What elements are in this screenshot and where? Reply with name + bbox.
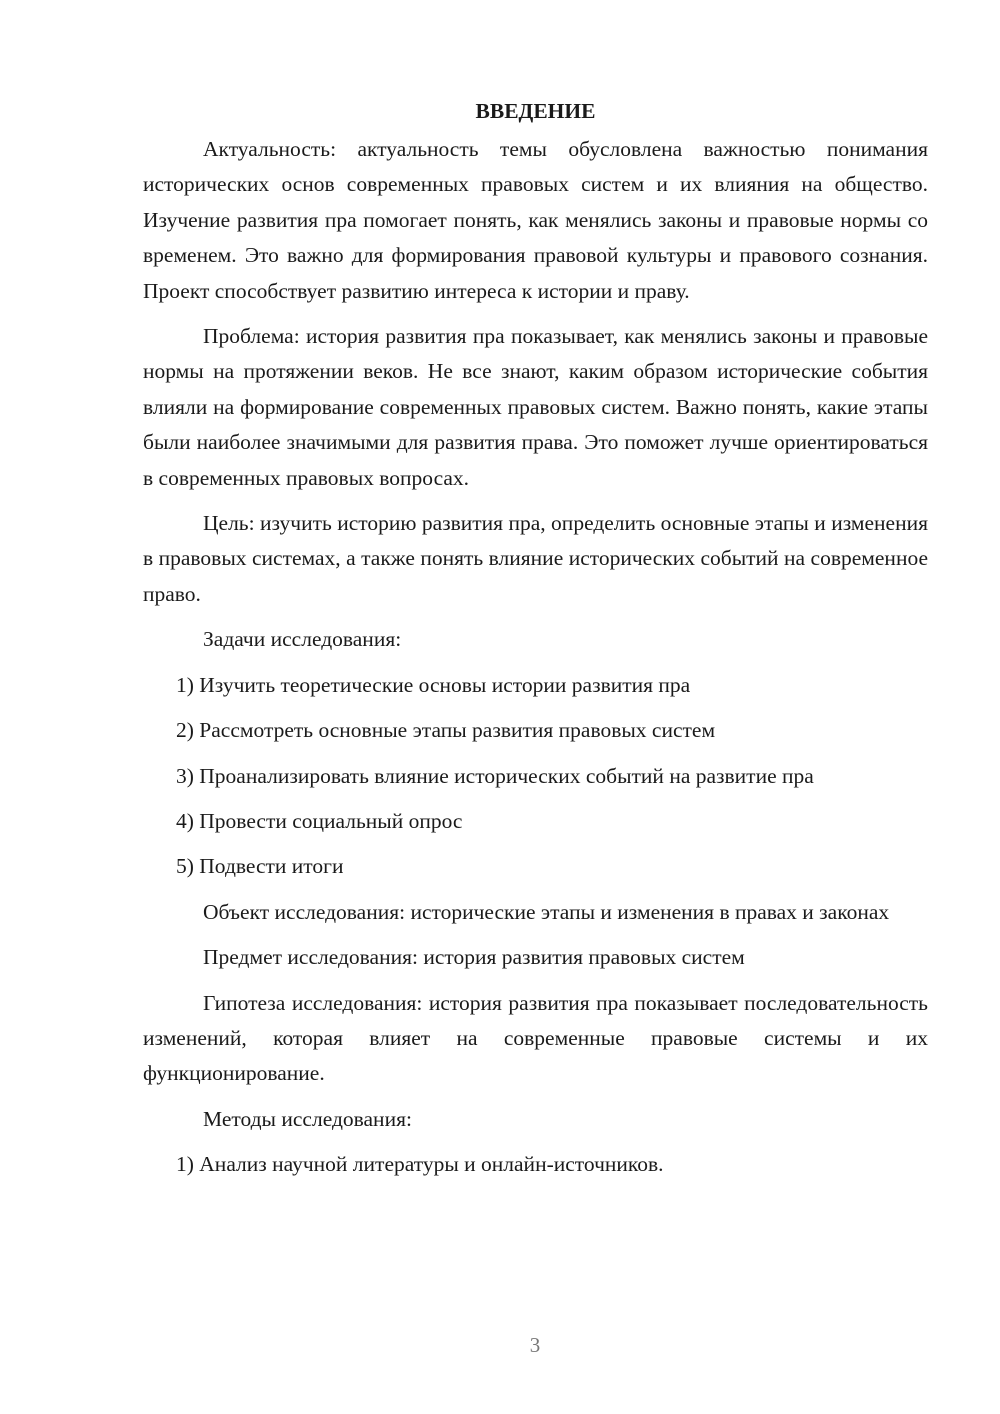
method-item: 1) Анализ научной литературы и онлайн-источников. [176, 1152, 664, 1177]
task-item: 2) Рассмотреть основные этапы развития правовых систем [176, 718, 716, 743]
page-content [143, 96, 928, 1183]
subject-paragraph: Предмет исследования: история развития правовых систем [203, 945, 745, 970]
page-number: 3 [529, 1333, 541, 1357]
task-item: 1) Изучить теоретические основы истории развития пра [176, 672, 691, 697]
methods-heading: Методы исследования: [203, 1106, 412, 1131]
page-title: ВВЕДЕНИЕ [475, 99, 596, 123]
task-item: 4) Провести социальный опрос [176, 808, 463, 833]
goal-paragraph: Цель: изучить историю развития пра, определить основные этапы и изменения в правовых системах, а также понять влияние исторических событий на современное право. [143, 511, 928, 606]
problem-paragraph: Проблема: история развития пра показывает, как менялись законы и правовые нормы на протяжении веков. Не все знают, каким образом исторические события влияли на формирование современных правовых систем. Важно понять, какие этапы были наиболее значимыми для развития права. Это поможет лучше ориентироваться в современных правовых вопросах. [143, 324, 928, 490]
tasks-heading: Задачи исследования: [203, 627, 402, 652]
object-paragraph: Объект исследования: исторические этапы и изменения в правах и законах [203, 899, 890, 924]
task-item: 5) Подвести итоги [176, 854, 344, 879]
task-item: 3) Проанализировать влияние исторических событий на развитие пра [176, 763, 814, 788]
hypothesis-paragraph: Гипотеза исследования: история развития пра показывает последовательность изменений, которая влияет на современные правовые системы и их функционирование. [143, 990, 928, 1086]
relevance-paragraph: Актуальность: актуальность темы обусловлена важностью понимания исторических основ современных правовых систем и их влияния на общество. Изучение развития пра помогает понять, как менялись законы и правовые нормы со временем. Это важно для формирования правовой культуры и правового сознания. Проект способствует развитию интереса к истории и праву. [143, 137, 928, 303]
